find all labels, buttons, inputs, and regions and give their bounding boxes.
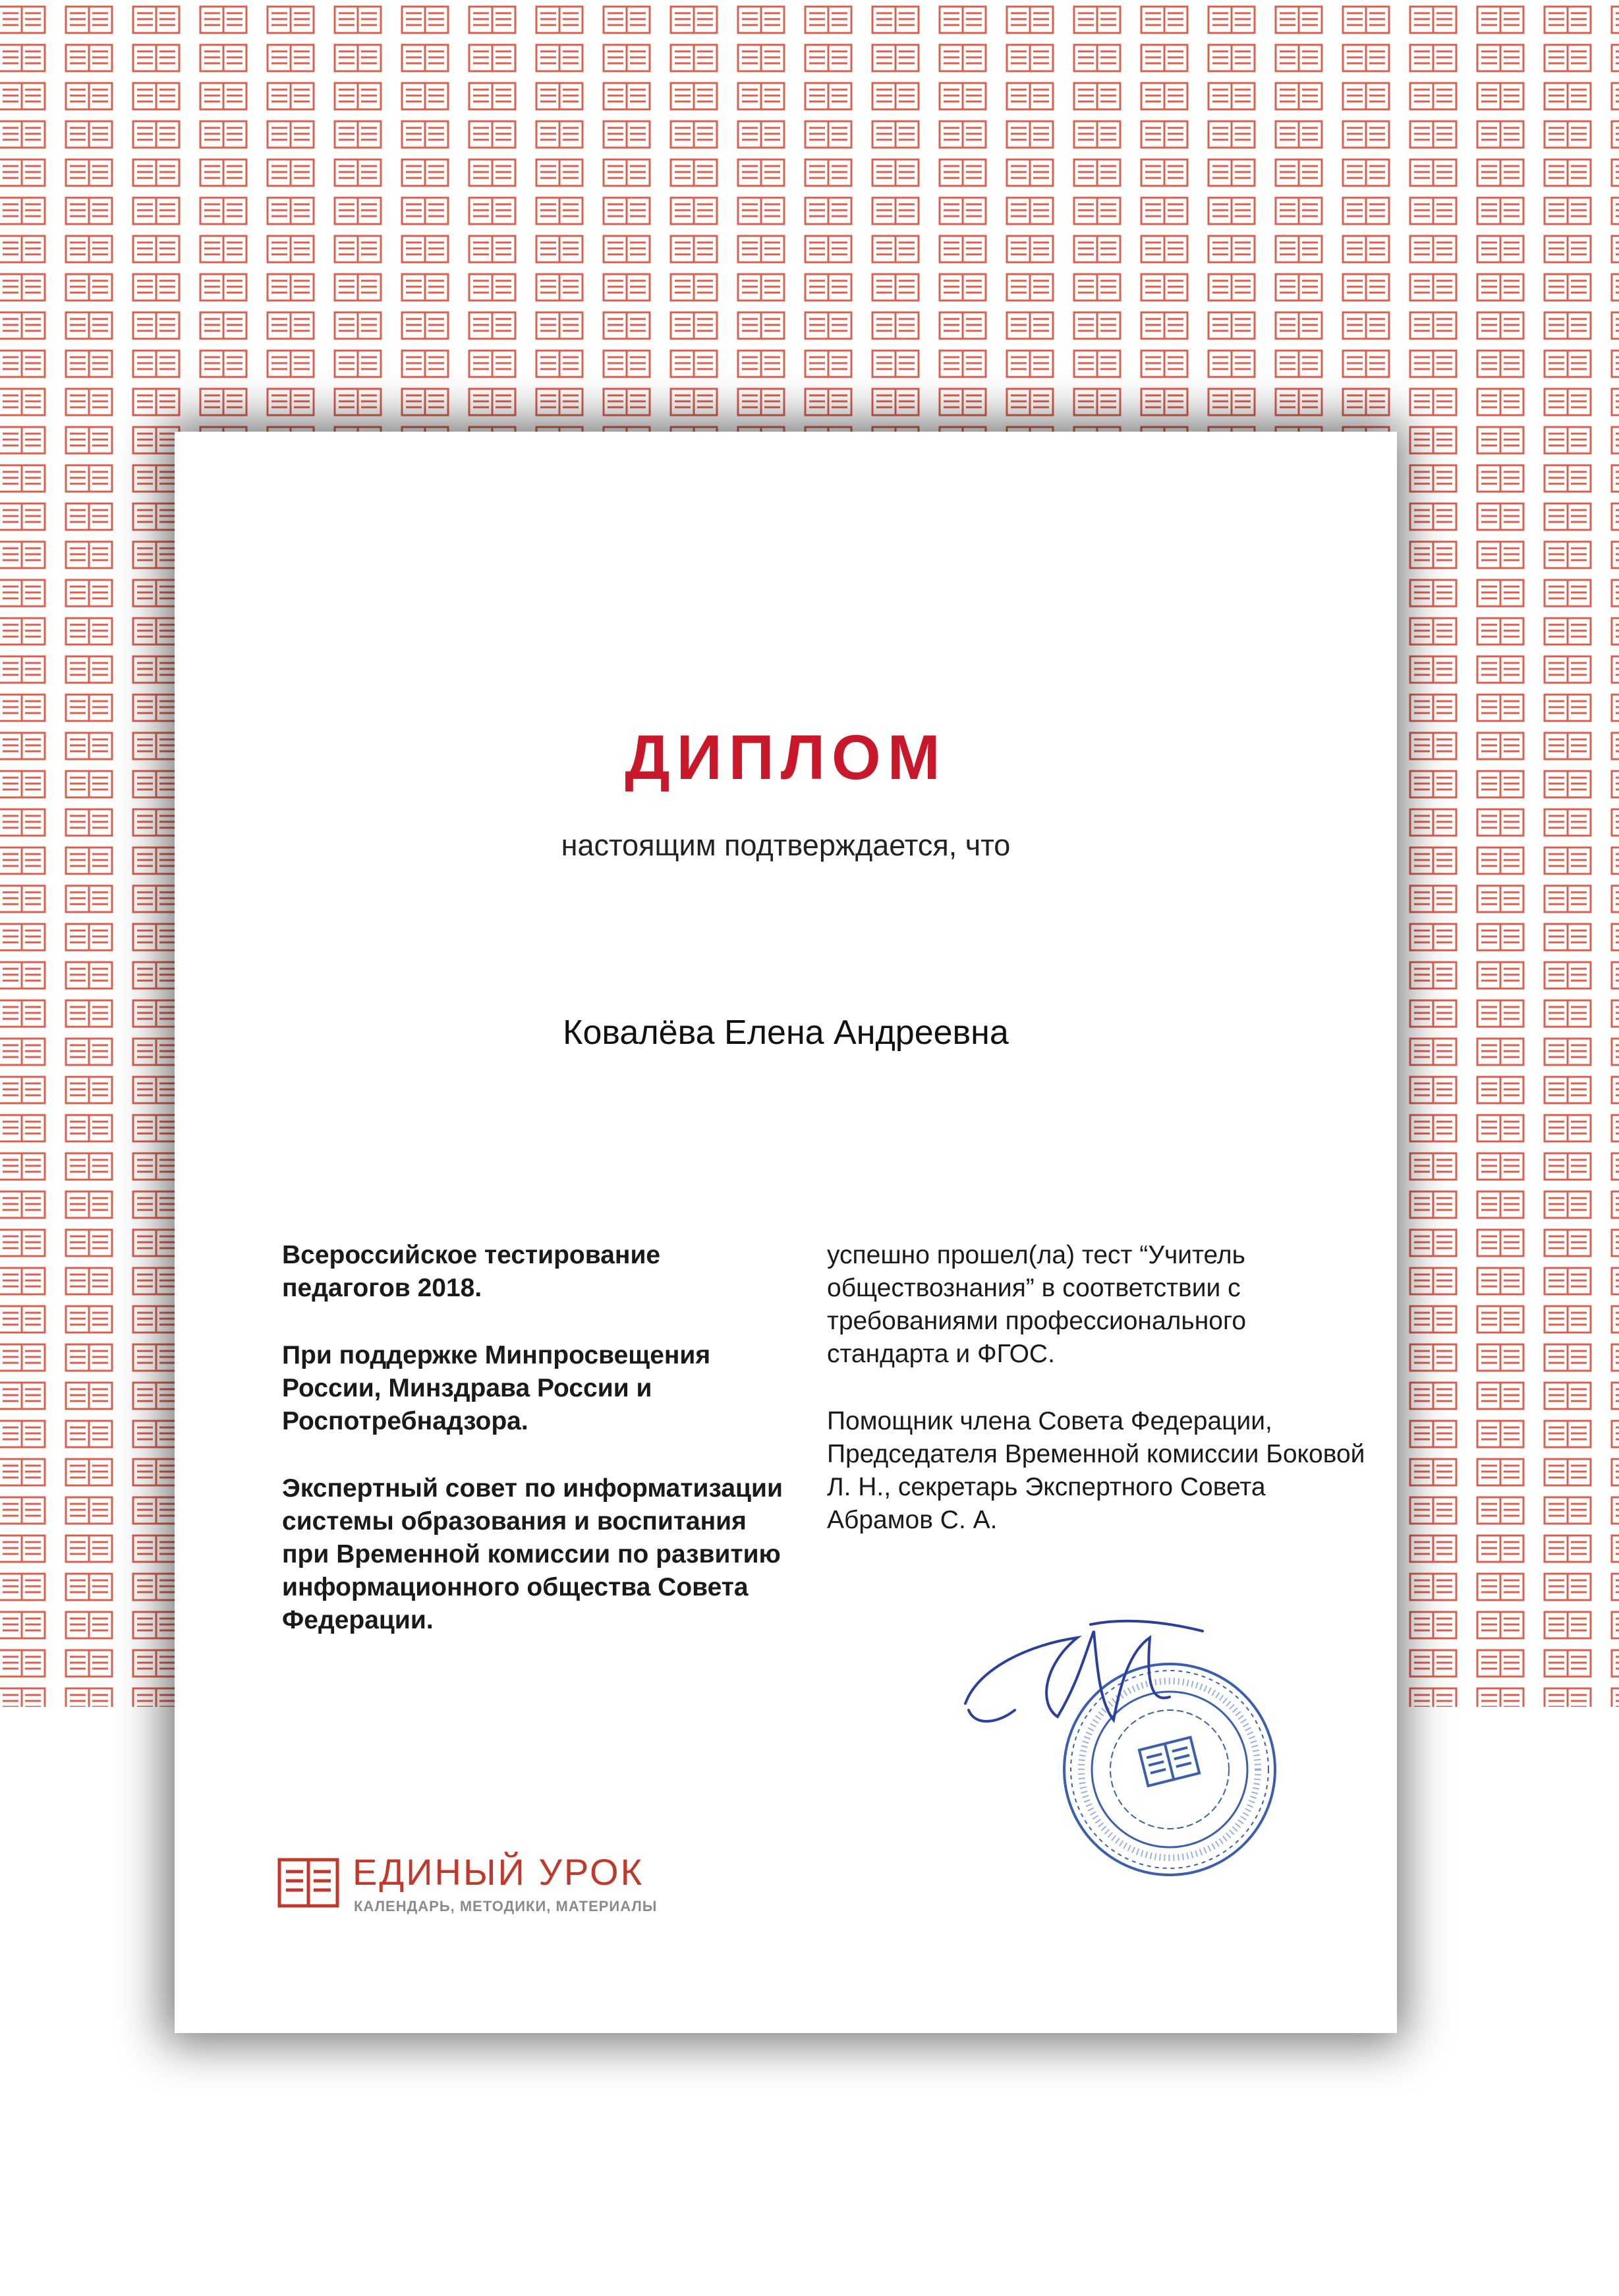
logo-title: ЕДИНЫЙ УРОК xyxy=(353,1851,644,1893)
right-paragraph: успешно прошел(ла) тест “Учитель обществознания” в соответствии с требованиями профессионального стандарта и ФГОС. xyxy=(827,1241,1247,1368)
right-paragraph: Помощник члена Совета Федерации, Председателя Временной комиссии Боковой Л. Н., секретарь Экспертного Совета Абрамов С. А. xyxy=(827,1407,1365,1534)
seal-and-signature xyxy=(952,1605,1334,1908)
left-paragraph: При поддержке Минпросвещения России, Минздрава России и Роспотребнадзора. xyxy=(282,1341,711,1435)
left-paragraph: Экспертный совет по информатизации системы образования и воспитания при Временной комиссии по развитию информационного общества Совета Федерации. xyxy=(282,1474,783,1634)
left-paragraph: Всероссийское тестирование педагогов 2018. xyxy=(282,1241,661,1302)
diploma-sheet xyxy=(175,432,1397,2033)
logo-tagline: КАЛЕНДАРЬ, МЕТОДИКИ, МАТЕРИАЛЫ xyxy=(354,1898,658,1914)
recipient-name: Ковалёва Елена Андреевна xyxy=(563,1014,1009,1052)
edinyi-urok-logo xyxy=(277,1845,738,1918)
diploma-title: ДИПЛОМ xyxy=(625,722,947,793)
diploma-subtitle: настоящим подтверждается, что xyxy=(561,828,1011,862)
right-column xyxy=(827,1239,1374,1571)
book-logo-icon xyxy=(277,1857,340,1910)
left-column xyxy=(282,1239,783,1671)
